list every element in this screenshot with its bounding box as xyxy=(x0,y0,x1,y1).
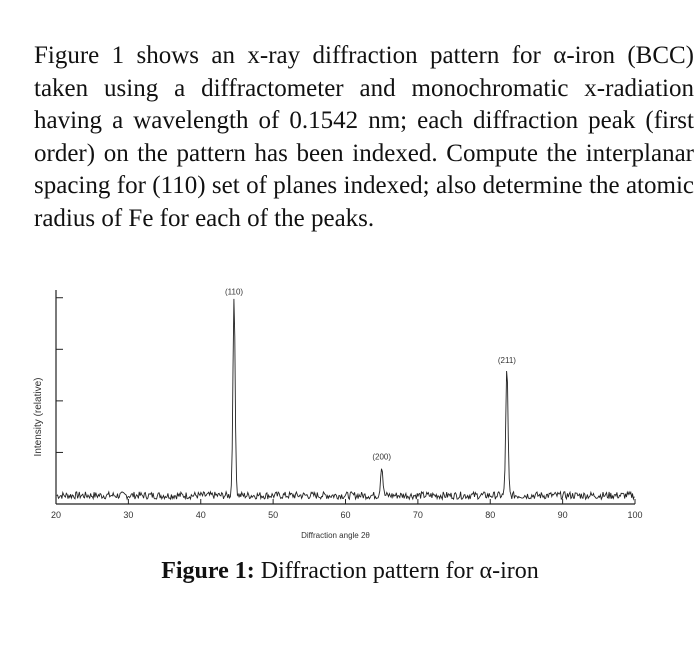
problem-text: Figure 1 shows an x-ray diffraction pattern for α-iron (BCC) taken using a diffractometer and monochromatic x-radiation having a wavelength of 0.1542 nm; each diffraction peak (first order) on the pattern has been indexed. Compute the interplanar spacing for (110) set of planes indexed; also determine the atomic radius of Fe for each of the peaks. xyxy=(34,42,694,232)
x-tick-label: 80 xyxy=(485,510,496,520)
diffraction-chart xyxy=(28,282,648,562)
diffraction-trace xyxy=(57,299,635,499)
chart-axes xyxy=(33,287,643,540)
problem-paragraph xyxy=(4,40,694,235)
problem-statement xyxy=(4,40,694,235)
caption-text: Diffraction pattern for α-iron xyxy=(260,558,539,584)
x-tick-label: 20 xyxy=(50,510,62,520)
x-tick-label: 30 xyxy=(123,510,134,520)
figure-caption xyxy=(0,558,700,585)
x-tick-label: 100 xyxy=(627,510,643,520)
x-axis-title: Diffraction angle 2θ xyxy=(301,531,370,540)
x-tick-label: 60 xyxy=(340,510,351,520)
x-tick-label: 70 xyxy=(412,510,423,520)
peak-label: (211) xyxy=(497,356,516,366)
problem-number xyxy=(4,40,34,73)
caption-label: Figure 1: xyxy=(161,558,255,584)
peak-label: (110) xyxy=(224,287,244,297)
chart-labels xyxy=(225,288,516,462)
peak-label: (200) xyxy=(372,452,392,462)
chart-series xyxy=(57,299,635,499)
x-tick-label: 50 xyxy=(268,510,279,520)
x-tick-label: 90 xyxy=(557,510,568,520)
y-axis-title: Intensity (relative) xyxy=(33,377,44,457)
x-tick-label: 40 xyxy=(195,510,206,520)
